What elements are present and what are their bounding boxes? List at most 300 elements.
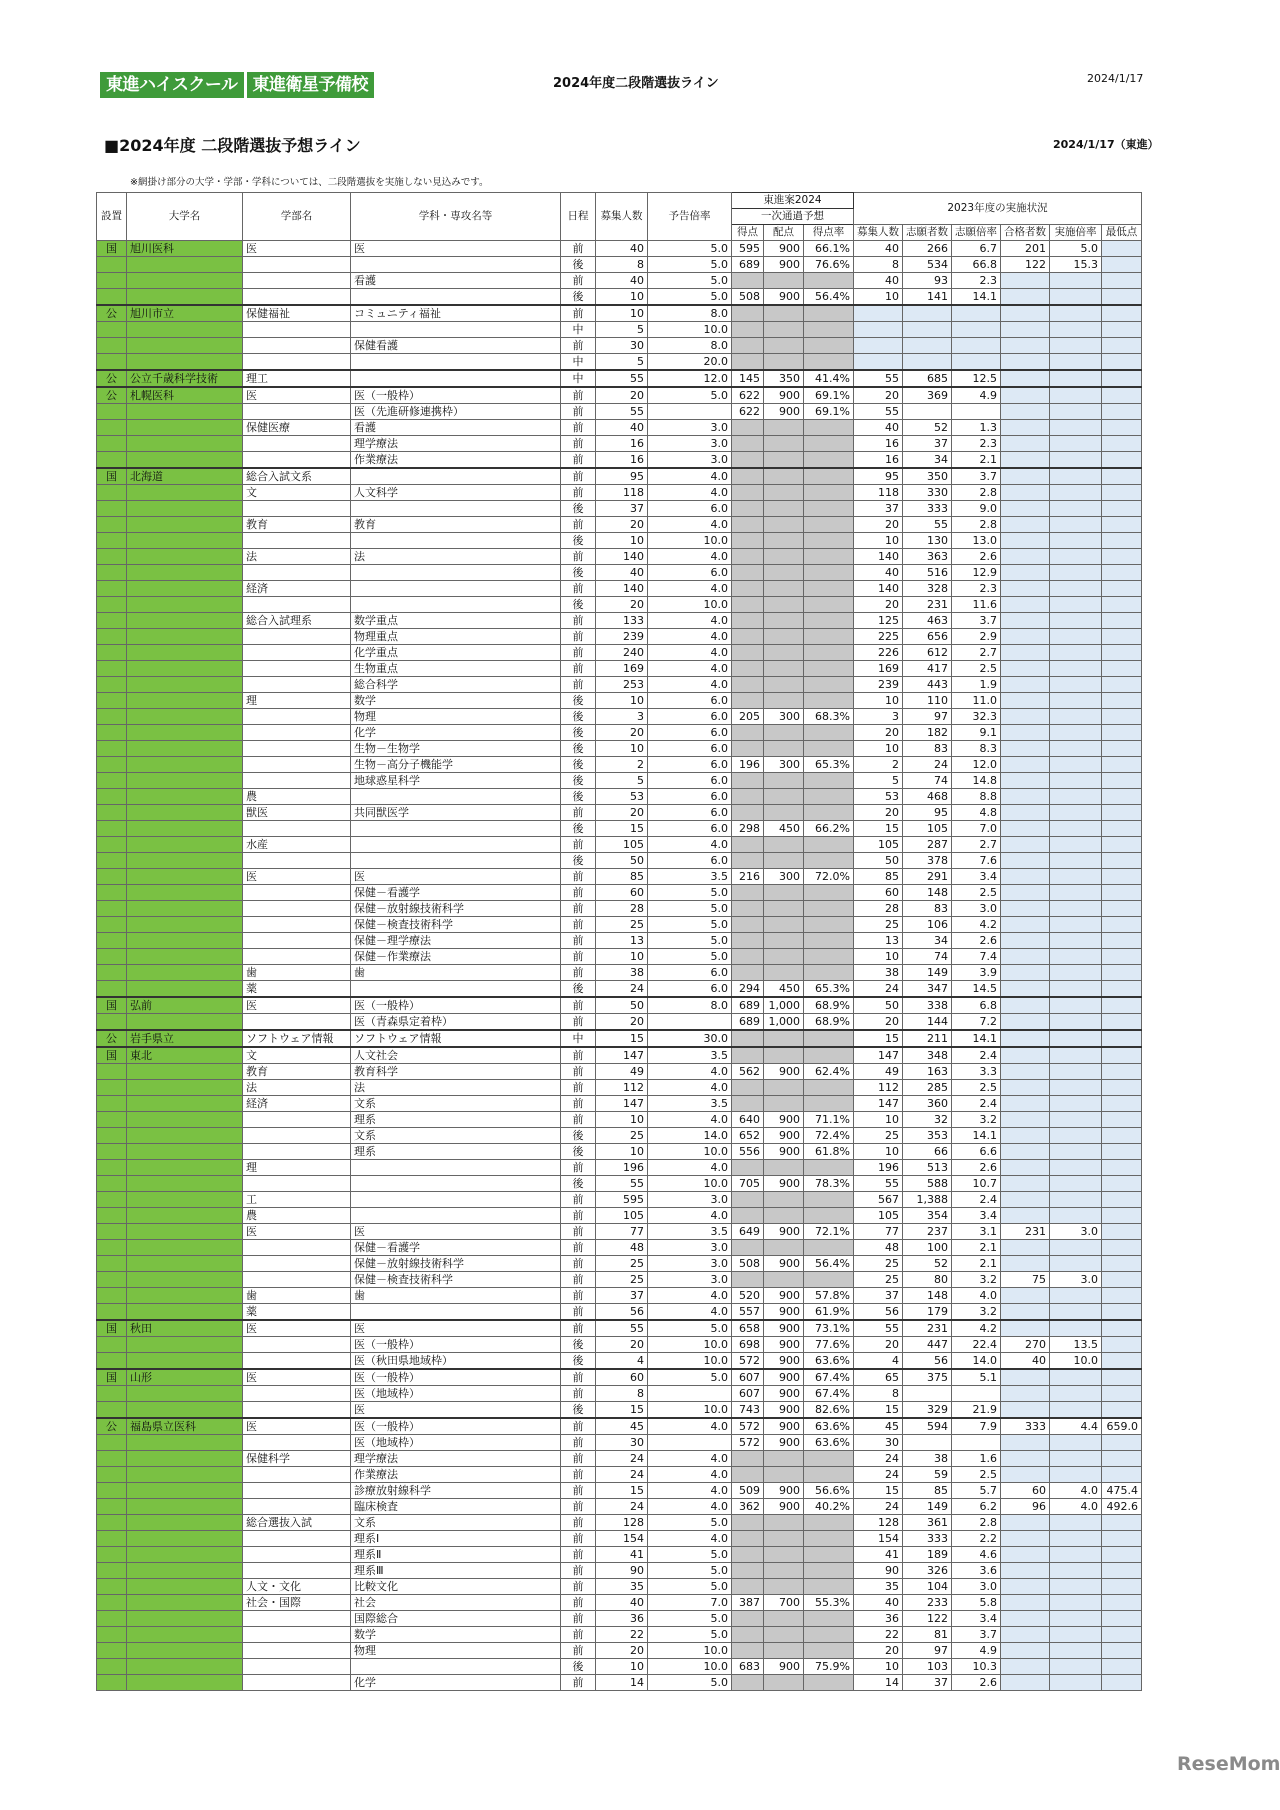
cell-aq: [1050, 338, 1102, 354]
cell-rt: 63.6%: [804, 1418, 854, 1435]
cell-ac: 20: [854, 1337, 903, 1353]
cell-r: 5.0: [648, 917, 732, 933]
cell-rt: [804, 1515, 854, 1531]
cell-f: [243, 725, 351, 741]
cell-am: [1102, 1160, 1142, 1176]
cell-am: [1102, 1320, 1142, 1337]
cell-d: [351, 501, 561, 517]
table-row: [97, 869, 1142, 885]
cell-aq: [1050, 965, 1102, 981]
cell-n: 前: [561, 273, 596, 289]
cell-d: 数学: [351, 693, 561, 709]
cell-mx: [764, 805, 804, 821]
cell-ac: 35: [854, 1579, 903, 1595]
cell-aa: 266: [903, 241, 952, 257]
cell-c: 24: [596, 981, 648, 998]
cell-ar: 9.0: [952, 501, 1001, 517]
cell-ac: 38: [854, 965, 903, 981]
cell-s: [97, 613, 127, 629]
cell-d: 医: [351, 1224, 561, 1240]
cell-am: [1102, 1144, 1142, 1160]
cell-rt: [804, 1611, 854, 1627]
cell-c: 169: [596, 661, 648, 677]
cell-u: [127, 757, 243, 773]
cell-r: 4.0: [648, 1112, 732, 1128]
cell-am: [1102, 1208, 1142, 1224]
cell-n: 前: [561, 837, 596, 853]
cell-am: [1102, 1435, 1142, 1451]
cell-ar: 5.7: [952, 1483, 1001, 1499]
cell-aq: [1050, 629, 1102, 645]
cell-r: 4.0: [648, 677, 732, 693]
cell-u: 福島県立医科: [127, 1418, 243, 1435]
cell-ac: 36: [854, 1611, 903, 1627]
col-setchi: 設置: [97, 193, 127, 241]
cell-f: 医: [243, 1224, 351, 1240]
cell-u: [127, 1611, 243, 1627]
cell-u: [127, 1435, 243, 1451]
cell-aa: [903, 1435, 952, 1451]
cell-ap: [1001, 1451, 1050, 1467]
table-row: [97, 677, 1142, 693]
cell-r: [648, 1014, 732, 1031]
table-row: [97, 1595, 1142, 1611]
cell-ap: [1001, 1579, 1050, 1595]
cell-ac: 40: [854, 420, 903, 436]
cell-ap: [1001, 1304, 1050, 1321]
cell-aa: 612: [903, 645, 952, 661]
cell-c: 35: [596, 1579, 648, 1595]
cell-ap: [1001, 1643, 1050, 1659]
cell-r: 20.0: [648, 354, 732, 371]
cell-am: [1102, 949, 1142, 965]
table-row: [97, 257, 1142, 273]
cell-ac: 225: [854, 629, 903, 645]
cell-sc: [732, 741, 764, 757]
cell-ar: 2.9: [952, 629, 1001, 645]
cell-d: 教育: [351, 517, 561, 533]
table-row: [97, 997, 1142, 1014]
cell-f: [243, 1256, 351, 1272]
cell-aq: 3.0: [1050, 1272, 1102, 1288]
cell-ap: [1001, 1435, 1050, 1451]
cell-sc: 556: [732, 1144, 764, 1160]
cell-ac: 10: [854, 289, 903, 306]
cell-s: [97, 933, 127, 949]
cell-ar: 8.3: [952, 741, 1001, 757]
table-row: [97, 1160, 1142, 1176]
table-row: [97, 789, 1142, 805]
cell-c: 154: [596, 1531, 648, 1547]
cell-aa: 656: [903, 629, 952, 645]
cell-d: 保健－作業療法: [351, 949, 561, 965]
cell-aa: 285: [903, 1080, 952, 1096]
cell-d: 教育科学: [351, 1064, 561, 1080]
cell-ac: 25: [854, 1256, 903, 1272]
cell-ap: [1001, 1547, 1050, 1563]
cell-d: 物理重点: [351, 629, 561, 645]
cell-ar: 14.1: [952, 1030, 1001, 1047]
cell-aq: 5.0: [1050, 241, 1102, 257]
cell-ap: [1001, 1080, 1050, 1096]
cell-ar: 2.8: [952, 517, 1001, 533]
cell-ac: 20: [854, 597, 903, 613]
cell-mx: [764, 741, 804, 757]
cell-s: [97, 1272, 127, 1288]
cell-aa: 52: [903, 1256, 952, 1272]
cell-aq: [1050, 1402, 1102, 1419]
cell-u: [127, 853, 243, 869]
cell-rt: [804, 1547, 854, 1563]
cell-sc: 743: [732, 1402, 764, 1419]
cell-s: [97, 981, 127, 998]
cell-d: [351, 468, 561, 485]
table-row: [97, 305, 1142, 322]
cell-aq: [1050, 1240, 1102, 1256]
cell-u: [127, 1288, 243, 1304]
cell-d: [351, 1160, 561, 1176]
table-row: [97, 1208, 1142, 1224]
cell-u: [127, 436, 243, 452]
cell-r: 6.0: [648, 725, 732, 741]
table-row: [97, 917, 1142, 933]
col-capacity: 募集人数: [596, 193, 648, 241]
cell-am: [1102, 917, 1142, 933]
cell-rt: 72.4%: [804, 1128, 854, 1144]
cell-ar: [952, 1435, 1001, 1451]
cell-rt: [804, 549, 854, 565]
cell-d: [351, 1659, 561, 1675]
cell-rt: [804, 853, 854, 869]
cell-u: [127, 452, 243, 469]
table-row: [97, 549, 1142, 565]
cell-aq: 13.5: [1050, 1337, 1102, 1353]
cell-ar: 2.6: [952, 549, 1001, 565]
cell-f: 理工: [243, 370, 351, 387]
cell-sc: 649: [732, 1224, 764, 1240]
cell-f: [243, 853, 351, 869]
cell-ar: 3.6: [952, 1563, 1001, 1579]
cell-mx: [764, 1515, 804, 1531]
cell-n: 前: [561, 1047, 596, 1064]
cell-u: [127, 1547, 243, 1563]
cell-ar: 21.9: [952, 1402, 1001, 1419]
cell-rt: [804, 805, 854, 821]
cell-aa: 326: [903, 1563, 952, 1579]
cell-ap: [1001, 1208, 1050, 1224]
cell-am: [1102, 549, 1142, 565]
cell-mx: [764, 677, 804, 693]
cell-aa: 130: [903, 533, 952, 549]
cell-s: [97, 693, 127, 709]
cell-c: 147: [596, 1047, 648, 1064]
cell-ar: 3.4: [952, 1611, 1001, 1627]
col-a-actual-ratio: 実施倍率: [1050, 225, 1102, 241]
cell-mx: [764, 549, 804, 565]
cell-mx: [764, 1047, 804, 1064]
cell-mx: [764, 933, 804, 949]
cell-d: 理系: [351, 1144, 561, 1160]
cell-n: 中: [561, 370, 596, 387]
cell-rt: 56.4%: [804, 1256, 854, 1272]
cell-aq: [1050, 1208, 1102, 1224]
cell-am: [1102, 821, 1142, 837]
cell-s: [97, 1160, 127, 1176]
cell-sc: [732, 853, 764, 869]
cell-ap: 60: [1001, 1483, 1050, 1499]
cell-s: [97, 420, 127, 436]
table-row: [97, 1369, 1142, 1386]
cell-rt: 72.0%: [804, 869, 854, 885]
cell-rt: [804, 901, 854, 917]
cell-ar: 4.2: [952, 1320, 1001, 1337]
cell-u: [127, 1208, 243, 1224]
cell-n: 前: [561, 1418, 596, 1435]
cell-ar: 2.1: [952, 1240, 1001, 1256]
cell-mx: [764, 1208, 804, 1224]
cell-rt: 57.8%: [804, 1288, 854, 1304]
cell-c: 24: [596, 1451, 648, 1467]
table-row: [97, 853, 1142, 869]
cell-c: 5: [596, 322, 648, 338]
cell-aq: [1050, 885, 1102, 901]
cell-c: 85: [596, 869, 648, 885]
cell-aa: 463: [903, 613, 952, 629]
cell-r: 12.0: [648, 370, 732, 387]
cell-aa: 211: [903, 1030, 952, 1047]
cell-n: 前: [561, 1467, 596, 1483]
cell-d: [351, 257, 561, 273]
cell-d: 医: [351, 241, 561, 257]
cell-r: 5.0: [648, 1675, 732, 1691]
cell-c: 240: [596, 645, 648, 661]
cell-r: 4.0: [648, 1304, 732, 1321]
cell-ap: 40: [1001, 1353, 1050, 1370]
cell-mx: 300: [764, 869, 804, 885]
cell-r: 30.0: [648, 1030, 732, 1047]
cell-mx: 350: [764, 370, 804, 387]
cell-s: [97, 885, 127, 901]
cell-ap: [1001, 1675, 1050, 1691]
cell-s: [97, 1627, 127, 1643]
cell-s: [97, 709, 127, 725]
cell-u: [127, 322, 243, 338]
cell-ap: [1001, 1611, 1050, 1627]
cell-aa: 110: [903, 693, 952, 709]
cell-aa: 338: [903, 997, 952, 1014]
cell-f: 農: [243, 789, 351, 805]
cell-r: 10.0: [648, 1402, 732, 1419]
cell-d: 共同獣医学: [351, 805, 561, 821]
cell-mx: [764, 901, 804, 917]
cell-ac: 20: [854, 725, 903, 741]
col-score: 得点: [732, 225, 764, 241]
cell-s: [97, 1515, 127, 1531]
cell-ap: [1001, 1595, 1050, 1611]
cell-mx: [764, 1611, 804, 1627]
cell-n: 前: [561, 1483, 596, 1499]
cell-am: [1102, 1386, 1142, 1402]
cell-r: 5.0: [648, 1611, 732, 1627]
cell-am: [1102, 1531, 1142, 1547]
cell-s: 国: [97, 241, 127, 257]
cell-ac: 56: [854, 1304, 903, 1321]
table-row: [97, 420, 1142, 436]
cell-s: [97, 436, 127, 452]
cell-u: [127, 597, 243, 613]
cell-ar: [952, 1386, 1001, 1402]
cell-u: [127, 420, 243, 436]
cell-sc: 683: [732, 1659, 764, 1675]
cell-sc: 640: [732, 1112, 764, 1128]
cell-c: 95: [596, 468, 648, 485]
cell-aa: 594: [903, 1418, 952, 1435]
cell-f: [243, 1499, 351, 1515]
table-row: [97, 1064, 1142, 1080]
cell-c: 15: [596, 821, 648, 837]
cell-mx: [764, 965, 804, 981]
cell-n: 後: [561, 501, 596, 517]
cell-mx: [764, 1579, 804, 1595]
cell-r: 3.0: [648, 1192, 732, 1208]
cell-s: [97, 1579, 127, 1595]
cell-sc: 508: [732, 289, 764, 306]
cell-am: [1102, 273, 1142, 289]
cell-r: 3.5: [648, 1047, 732, 1064]
cell-d: 看護: [351, 273, 561, 289]
cell-sc: [732, 468, 764, 485]
cell-am: [1102, 1611, 1142, 1627]
cell-aq: [1050, 613, 1102, 629]
cell-f: [243, 1531, 351, 1547]
cell-s: [97, 661, 127, 677]
cell-mx: [764, 1096, 804, 1112]
cell-n: 前: [561, 485, 596, 501]
table-row: [97, 452, 1142, 469]
cell-am: [1102, 1256, 1142, 1272]
cell-d: 人文社会: [351, 1047, 561, 1064]
cell-f: [243, 933, 351, 949]
cell-am: [1102, 241, 1142, 257]
cell-ap: [1001, 501, 1050, 517]
cell-ac: 41: [854, 1547, 903, 1563]
cell-ap: [1001, 789, 1050, 805]
cell-ap: [1001, 677, 1050, 693]
cell-ac: 90: [854, 1563, 903, 1579]
table-row: [97, 1435, 1142, 1451]
cell-ac: 50: [854, 853, 903, 869]
cell-n: 前: [561, 420, 596, 436]
cell-d: 総合科学: [351, 677, 561, 693]
cell-n: 前: [561, 1224, 596, 1240]
cell-rt: [804, 1192, 854, 1208]
cell-n: 前: [561, 1272, 596, 1288]
cell-aq: [1050, 1047, 1102, 1064]
cell-sc: [732, 1208, 764, 1224]
cell-r: 6.0: [648, 693, 732, 709]
cell-r: 3.5: [648, 869, 732, 885]
cell-ar: 10.3: [952, 1659, 1001, 1675]
cell-mx: [764, 1160, 804, 1176]
cell-f: 医: [243, 997, 351, 1014]
cell-u: [127, 885, 243, 901]
cell-rt: 68.9%: [804, 997, 854, 1014]
cell-aq: [1050, 1080, 1102, 1096]
cell-ap: 96: [1001, 1499, 1050, 1515]
cell-ar: 1.6: [952, 1451, 1001, 1467]
cell-mx: 900: [764, 1369, 804, 1386]
cell-c: 140: [596, 549, 648, 565]
table-row: [97, 1192, 1142, 1208]
cell-d: 作業療法: [351, 1467, 561, 1483]
cell-c: 20: [596, 1014, 648, 1031]
cell-f: 法: [243, 549, 351, 565]
cell-ar: 11.6: [952, 597, 1001, 613]
cell-ar: 4.6: [952, 1547, 1001, 1563]
cell-mx: 900: [764, 1176, 804, 1192]
cell-sc: 216: [732, 869, 764, 885]
cell-f: [243, 645, 351, 661]
cell-aq: [1050, 1435, 1102, 1451]
cell-r: 5.0: [648, 885, 732, 901]
cell-mx: [764, 533, 804, 549]
cell-r: 5.0: [648, 257, 732, 273]
cell-am: [1102, 1080, 1142, 1096]
cell-ac: 48: [854, 1240, 903, 1256]
cell-ac: 30: [854, 1435, 903, 1451]
cell-am: [1102, 1304, 1142, 1321]
cell-s: [97, 354, 127, 371]
cell-ac: 25: [854, 1272, 903, 1288]
cell-c: 595: [596, 1192, 648, 1208]
cell-ar: 9.1: [952, 725, 1001, 741]
cell-ac: 16: [854, 452, 903, 469]
cell-u: 弘前: [127, 997, 243, 1014]
cell-c: 15: [596, 1483, 648, 1499]
cell-d: 看護: [351, 420, 561, 436]
table-body: [97, 241, 1142, 1691]
cell-ap: [1001, 468, 1050, 485]
cell-d: 臨床検査: [351, 1499, 561, 1515]
cell-ar: 7.4: [952, 949, 1001, 965]
cell-c: 5: [596, 773, 648, 789]
cell-ac: 10: [854, 1144, 903, 1160]
cell-ac: 55: [854, 1320, 903, 1337]
cell-aa: 83: [903, 741, 952, 757]
cell-mx: [764, 837, 804, 853]
cell-c: 8: [596, 1386, 648, 1402]
cell-aq: 15.3: [1050, 257, 1102, 273]
cell-am: [1102, 370, 1142, 387]
cell-ar: 3.7: [952, 613, 1001, 629]
cell-am: [1102, 1224, 1142, 1240]
table-row: [97, 1675, 1142, 1691]
cell-n: 後: [561, 257, 596, 273]
cell-aa: 144: [903, 1014, 952, 1031]
cell-sc: [732, 338, 764, 354]
cell-rt: 55.3%: [804, 1595, 854, 1611]
cell-s: [97, 597, 127, 613]
cell-ar: [952, 338, 1001, 354]
cell-ap: [1001, 370, 1050, 387]
header-row-1: [97, 193, 1142, 209]
cell-s: [97, 501, 127, 517]
cell-c: 90: [596, 1563, 648, 1579]
cell-ap: [1001, 581, 1050, 597]
cell-ac: 4: [854, 1353, 903, 1370]
cell-mx: [764, 1563, 804, 1579]
cell-r: 5.0: [648, 1579, 732, 1595]
